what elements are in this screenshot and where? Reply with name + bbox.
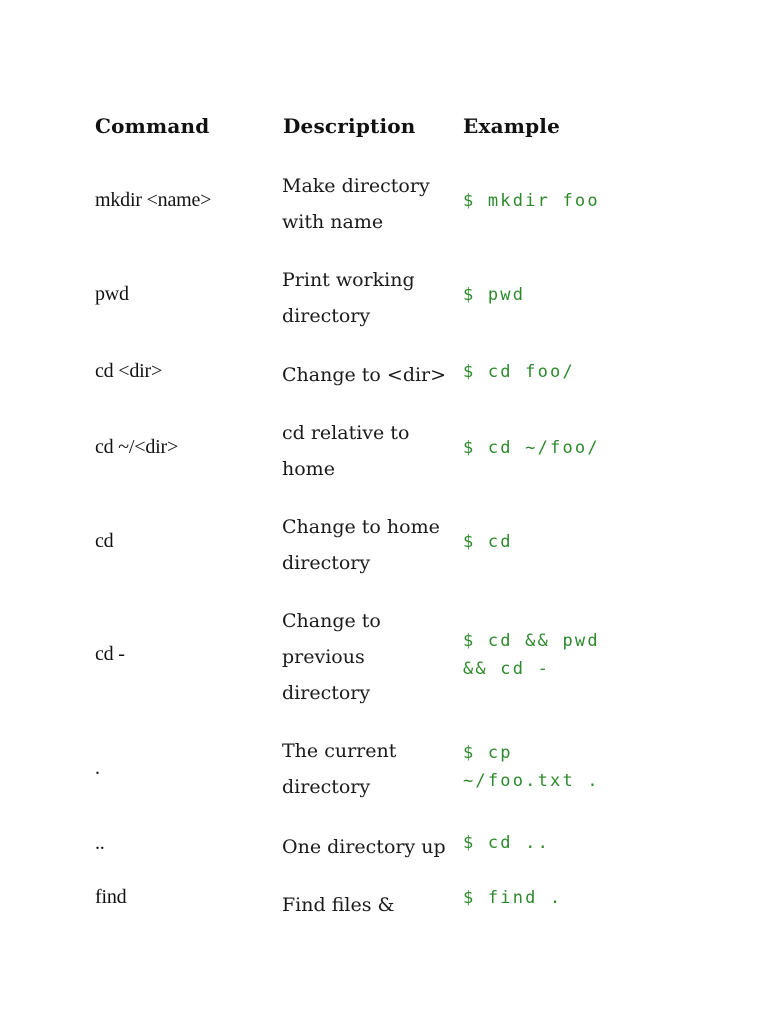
command-cell: find xyxy=(95,886,127,908)
command-cell: cd <dir> xyxy=(95,360,163,382)
description-cell: One directory up xyxy=(282,836,446,858)
description-cell: The current directory xyxy=(282,740,397,798)
example-cell: $ cd .. xyxy=(463,833,551,853)
command-cell: cd xyxy=(95,530,114,552)
example-cell: $ pwd xyxy=(463,285,526,305)
example-cell: $ cd xyxy=(463,532,513,552)
example-cell: $ cd && pwd && cd - xyxy=(463,631,600,679)
command-cell: cd - xyxy=(95,643,125,665)
description-cell: Change to <dir> xyxy=(282,364,447,386)
description-cell: Change to home directory xyxy=(282,516,440,574)
header-description: Description xyxy=(283,114,416,138)
command-cell: mkdir <name> xyxy=(95,189,212,211)
example-cell: $ cd foo/ xyxy=(463,362,575,382)
command-cell: cd ~/<dir> xyxy=(95,436,179,458)
header-example: Example xyxy=(463,114,560,138)
description-cell: Make directory with name xyxy=(282,175,430,233)
example-cell: $ mkdir foo xyxy=(463,191,600,211)
description-cell: cd relative to home xyxy=(282,422,410,480)
command-cell: . xyxy=(95,757,100,779)
header-command: Command xyxy=(95,114,210,138)
description-cell: Change to previous directory xyxy=(282,610,381,704)
description-cell: Print working directory xyxy=(282,269,415,327)
example-cell: $ find . xyxy=(463,888,563,908)
command-cell: .. xyxy=(95,832,105,854)
command-cell: pwd xyxy=(95,283,129,305)
example-cell: $ cd ~/foo/ xyxy=(463,438,600,458)
description-cell: Find files & xyxy=(282,894,395,916)
example-cell: $ cp ~/foo.txt . xyxy=(463,743,600,791)
